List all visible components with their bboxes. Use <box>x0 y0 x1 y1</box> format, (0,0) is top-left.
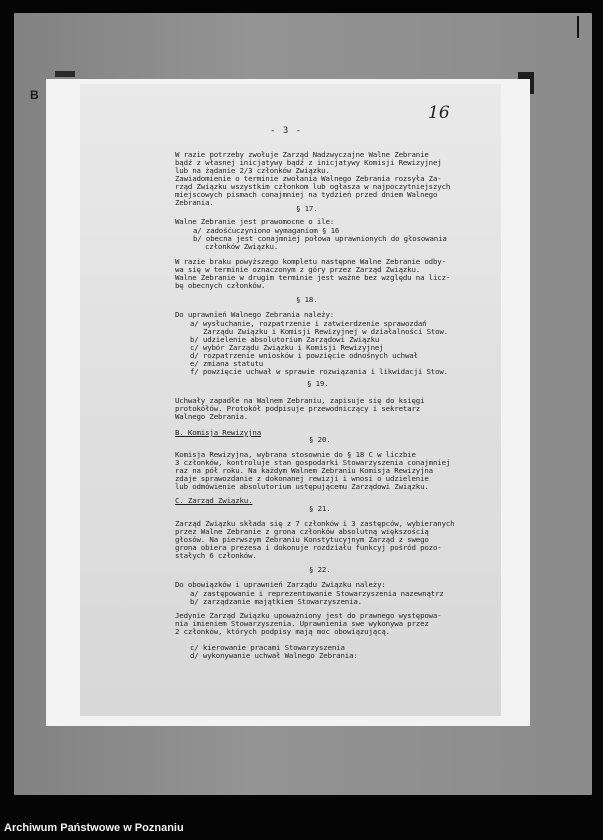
text-line: przez Walne Zebranie z grona członków absolutną większością <box>175 527 429 536</box>
text-line: lub odmówienie absolutorium ustępującemu Zarządowi Związku. <box>175 482 429 491</box>
text-line: 2 członków, których podpisy mają moc obowiązującą. <box>175 627 390 636</box>
text-line: c/ wybór Zarządu Związku i Komisji Rewizyjnej <box>190 343 384 352</box>
section-heading: § 20. <box>309 435 331 444</box>
text-line: Zarząd Związku składa się z 7 członków i 3 zastępców, wybieranych <box>175 519 455 528</box>
edge-mark <box>577 16 579 38</box>
section-heading: § 19. <box>307 379 329 388</box>
section-heading: § 22. <box>309 565 331 574</box>
text-line: b/ udzielenie absolutorium Zarządowi Związku <box>190 335 380 344</box>
page-header: - 3 - <box>270 126 303 136</box>
text-line: bądź z własnej inicjatywy bądź z inicjatywy Komisji Rewizyjnej <box>175 158 442 167</box>
text-line: Do uprawnień Walnego Zebrania należy: <box>175 310 335 319</box>
text-line: d/ wykonywanie uchwał Walnego Zebrania: <box>190 651 358 660</box>
text-line: nia imieniem Stowarzyszenia. Uprawnienia swe wykonywa przez <box>175 619 429 628</box>
text-line: Zarządu Związku i Komisji Rewizyjnej w działalności Stow. <box>203 327 449 336</box>
text-line: b/ zarządzanie majątkiem Stowarzyszenia. <box>190 597 362 606</box>
text-line: Jedynie Zarząd Związku upoważniony jest do prawnego występowa- <box>175 611 442 620</box>
section-heading: § 17. <box>296 204 318 213</box>
text-line: głosów. Na pierwszym Zebraniu Konstytucyjnym Zarząd z swego <box>175 535 429 544</box>
text-line: 3 członków, kontroluje stan gospodarki Stowarzyszenia conajmniej <box>175 458 451 467</box>
text-line: protokółów. Protokół podpisuje przewodniczący i sekretarz <box>175 404 421 413</box>
clip-left <box>55 71 75 77</box>
text-line: a/ zastępowanie i reprezentowanie Stowarzyszenia nazewnątrz <box>190 589 444 598</box>
section-heading: § 21. <box>309 504 331 513</box>
text-line: Komisja Rewizyjna, wybrana stosownie do § 18 C w liczbie <box>175 450 416 459</box>
text-line: a/ zadośćuczyniono wymaganiom § 16 <box>193 226 340 235</box>
text-line: Zebrania. <box>175 198 214 207</box>
text-line: raz na pół roku. Na każdym Walnem Zebraniu Komisja Rewizyjna <box>175 466 433 475</box>
handwritten-page-number: 16 <box>428 103 450 123</box>
text-line: stałych 6 członków. <box>175 551 257 560</box>
text-line: W razie potrzeby zwołuje Zarząd Nadzwyczajne Walne Zebranie <box>175 150 429 159</box>
text-line: rząd Związku wszystkim członkom lub ogłasza w najpoczytniejszych <box>175 182 451 191</box>
archive-credit: Archiwum Państwowe w Poznaniu <box>4 822 184 834</box>
text-line: członków Związku. <box>205 242 279 251</box>
text-line: W razie braku powyższego kompletu następne Walne Zebranie odby- <box>175 257 446 266</box>
text-line: d/ rozpatrzenie wniosków i powzięcie odnośnych uchwał <box>190 351 418 360</box>
text-line: Uchwały zapadłe na Walnem Zebraniu, zapisuje się do księgi <box>175 396 425 405</box>
subheading-board: C. Zarząd Związku. <box>175 496 253 505</box>
text-line: Zawiadomienie o terminie zwołania Walnego Zebrania rozsyła Za- <box>175 174 442 183</box>
text-line: Walne Zebranie jest prawomocne o ile: <box>175 217 335 226</box>
text-line: b/ obecna jest conajmniej połowa uprawnionych do głosowania <box>193 234 447 243</box>
text-line: Walnego Zebrania. <box>175 412 249 421</box>
text-line: miejscowych pismach conajmniej na tydzień przed dniem Walnego <box>175 190 438 199</box>
text-line: e/ zmiana statutu <box>190 359 264 368</box>
text-line: grona obiera prezesa i dokonuje rozdziału funkcyj pośród pozo- <box>175 543 442 552</box>
text-line: f/ powzięcie uchwał w sprawie rozwiązania i likwidacji Stow. <box>190 367 448 376</box>
section-heading: § 18. <box>296 295 318 304</box>
subheading-audit-committee: B. Komisja Rewizyjna <box>175 428 261 437</box>
text-line: Walne Zebranie w drugim terminie jest ważne bez względu na licz- <box>175 273 451 282</box>
text-line: zdaje sprawozdanie z dokonanej rewizji i wnosi o udzielenie <box>175 474 429 483</box>
text-line: wa się w terminie oznaczonym z góry przez Zarząd Związku. <box>175 265 421 274</box>
text-line: lub na żądanie 2/3 członków Związku. <box>175 166 330 175</box>
text-line: bę obecnych członków. <box>175 281 266 290</box>
text-line: a/ wysłuchanie, rozpatrzenie i zatwierdzenie sprawozdań <box>190 319 427 328</box>
side-letter: B <box>30 88 39 102</box>
text-line: c/ kierowanie pracami Stowarzyszenia <box>190 643 345 652</box>
text-line: Do obowiązków i uprawnień Zarządu Związku należy: <box>175 580 386 589</box>
